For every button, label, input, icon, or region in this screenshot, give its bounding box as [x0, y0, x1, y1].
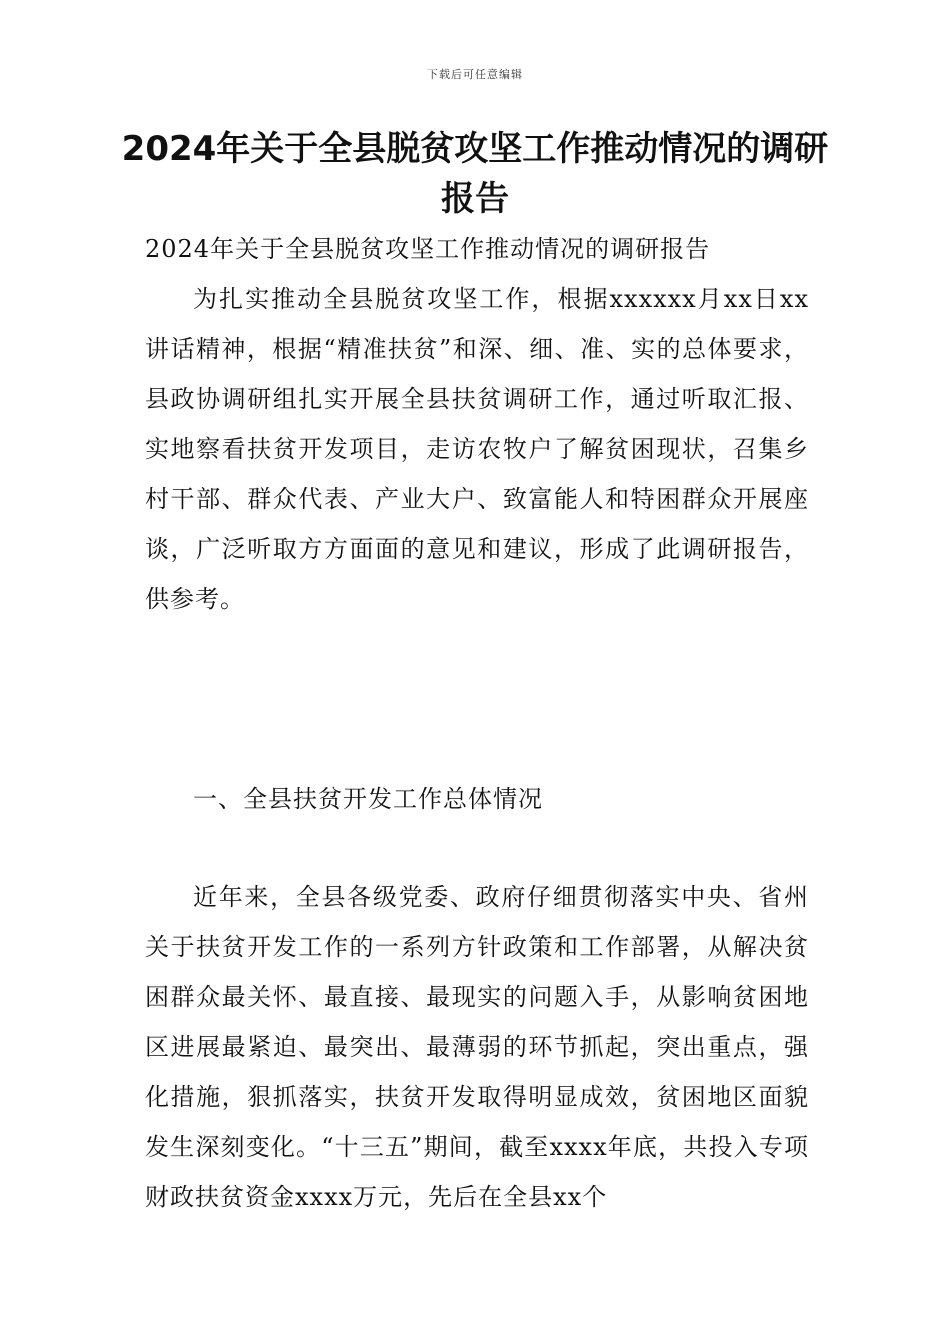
section-heading: 一、全县扶贫开发工作总体情况 — [193, 785, 543, 813]
body-paragraph: 近年来，全县各级党委、政府仔细贯彻落实中央、省州关于扶贫开发工作的一系列方针政策和工作部署，从解决贫困群众最关怀、最直接、最现实的问题入手，从影响贫困地区进展最紧迫、最突出、最薄弱的环节抓起，突出重点，强化措施，狠抓落实，扶贫开发取得明显成效，贫困地区面貌发生深刻变化。“十三五”期间，截至xxxx年底，共投入专项财政扶贫资金xxxx万元，先后在全县xx个 — [145, 883, 809, 1211]
document-title: 2024年关于全县脱贫攻坚工作推动情况的调研报告 — [121, 129, 829, 219]
intro-paragraph: 为扎实推动全县脱贫攻坚工作，根据xxxxxx月xx日xx讲话精神，根据“精准扶贫”和深、细、准、实的总体要求，县政协调研组扎实开展全县扶贫调研工作，通过听取汇报、实地察看扶贫开发项目，走访农牧户了解贫困现状，召集乡村干部、群众代表、产业大户、致富能人和特困群众开展座谈，广泛听取方方面面的意见和建议，形成了此调研报告，供参考。 — [145, 285, 809, 613]
page-header-note: 下载后可任意编辑 — [427, 68, 523, 81]
document-subtitle: 2024年关于全县脱贫攻坚工作推动情况的调研报告 — [145, 235, 711, 263]
